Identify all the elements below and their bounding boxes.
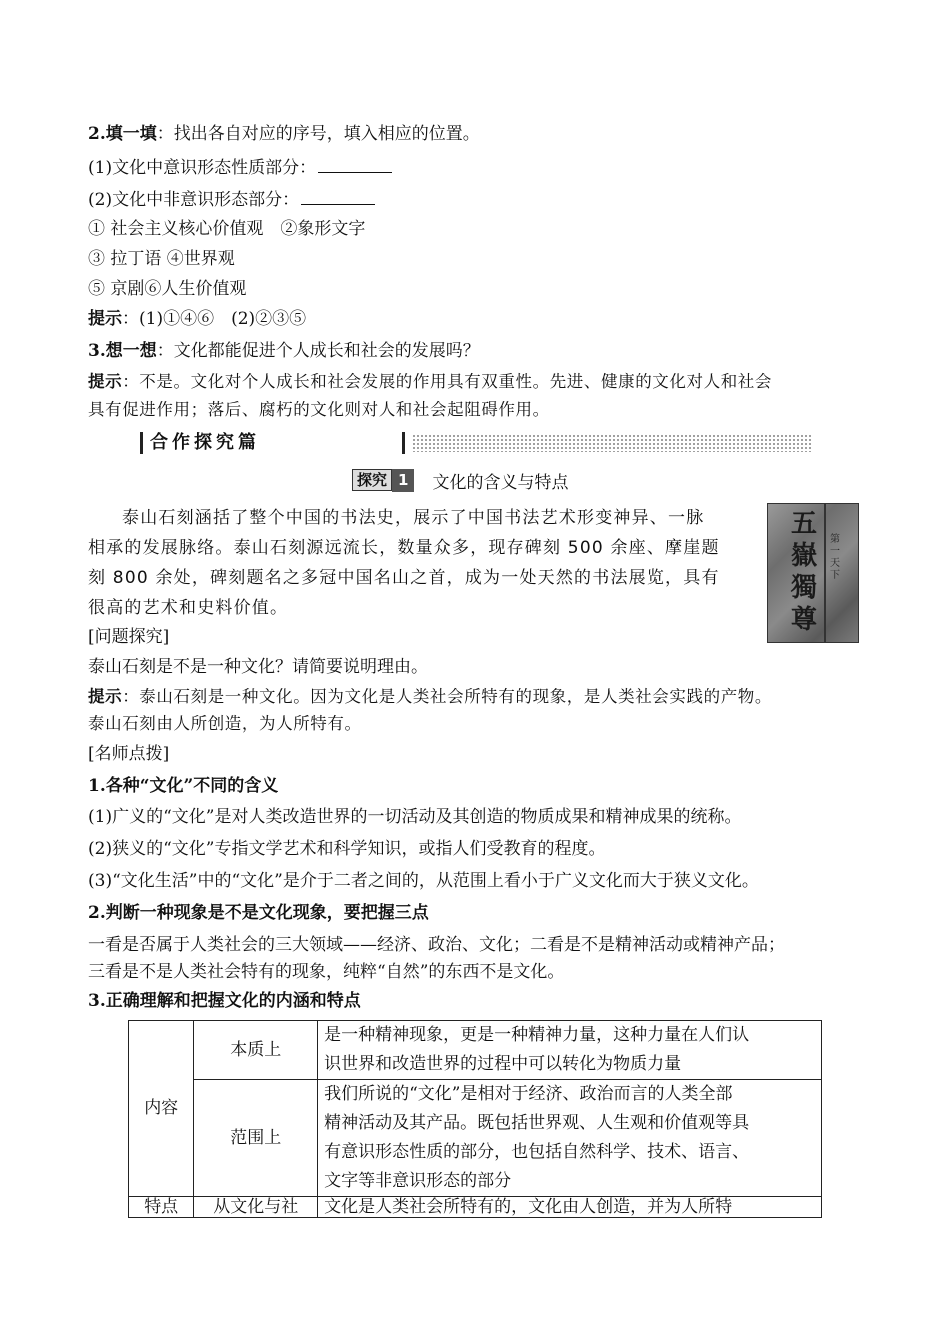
essence-line-1: 是一种精神现象，更是一种精神力量，这种力量在人们认 (324, 1025, 750, 1045)
think-hint-line-1 (88, 371, 772, 393)
feature-sub-cell (194, 1197, 318, 1218)
section-bar (140, 430, 812, 456)
teacher-tag: [名师点拨] (88, 744, 170, 764)
fill-question-1-text: (1)文化中意识形态性质部分： (88, 158, 317, 178)
fill-hint-label: 提示 (88, 309, 122, 329)
answer-blank-1[interactable] (318, 158, 392, 173)
section-title: 合作探究篇 (150, 432, 260, 453)
table-row (129, 1080, 822, 1197)
table-row (129, 1021, 822, 1080)
table-row (129, 1197, 822, 1218)
fill-heading (88, 123, 480, 145)
tanjiu-header (352, 468, 568, 492)
scope-label: 范围上 (230, 1127, 282, 1148)
teacher-para-1: (1)广义的“文化”是对人类改造世界的一切活动及其创造的物质成果和精神成果的统称。 (88, 807, 742, 827)
question-hint-line-2: 泰山石刻由人所创造，为人所特有。 (88, 714, 362, 733)
stone-inscription-small: 第一天下 (830, 534, 840, 581)
think-heading-label: 3.想一想 (88, 341, 157, 361)
essence-label-cell (194, 1021, 318, 1080)
question-text: 泰山石刻是不是一种文化？请简要说明理由。 (88, 657, 428, 677)
question-tag: [问题探究] (88, 627, 170, 647)
passage-line-2: 相承的发展脉络。泰山石刻源远流长，数量众多，现存碑刻 500 余座、摩崖题 (88, 538, 720, 558)
scope-line-1: 我们所说的“文化”是相对于经济、政治而言的人类全部 (324, 1084, 733, 1104)
content-label: 内容 (144, 1098, 179, 1118)
culture-table (128, 1020, 822, 1218)
tanjiu-number: 1 (392, 469, 414, 492)
section-bar-mark-right (402, 432, 405, 454)
tanjiu-title: 文化的含义与特点 (432, 472, 569, 493)
fill-options-1: ① 社会主义核心价值观 ②象形文字 (88, 219, 366, 239)
fill-question-2-text: (2)文化中非意识形态部分： (88, 190, 300, 210)
stone-crack (824, 504, 826, 642)
section-bar-mark-left (140, 432, 143, 454)
feature-text: 文化是人类社会所特有的，文化由人创造，并为人所特 (324, 1197, 733, 1217)
question-hint-text-1: ：泰山石刻是一种文化。因为文化是人类社会所特有的现象，是人类社会实践的产物。 (122, 687, 773, 706)
scope-line-4: 文字等非意识形态的部分 (324, 1171, 512, 1191)
feature-sub-label: 从文化与社 (213, 1197, 299, 1217)
section-bar-dots (412, 434, 812, 452)
fill-hint-text: ：(1)①④⑥ (2)②③⑤ (122, 309, 307, 329)
passage-line-4: 很高的艺术和史料价值。 (88, 598, 289, 618)
essence-text-cell (318, 1021, 822, 1080)
feature-text-cell (318, 1197, 822, 1218)
answer-blank-2[interactable] (301, 190, 375, 205)
fill-question-2 (88, 189, 375, 211)
think-heading (88, 340, 480, 362)
teacher-para-2: (2)狭义的“文化”专指文学艺术和科学知识，或指人们受教育的程度。 (88, 839, 606, 859)
question-hint-label: 提示 (88, 687, 123, 706)
scope-label-cell (194, 1080, 318, 1197)
scope-text-cell (318, 1080, 822, 1197)
taishan-stone-photo (767, 503, 859, 643)
fill-hint (88, 308, 306, 330)
feature-label-cell (129, 1197, 194, 1218)
fill-heading-label: 2.填一填 (88, 124, 157, 144)
fill-options-2: ③ 拉丁语 ④世界观 (88, 249, 235, 269)
stone-inscription-main: 五嶽獨尊 (790, 509, 817, 635)
teacher-para-5: 三看是不是人类社会特有的现象，纯粹“自然”的东西不是文化。 (88, 962, 565, 982)
content-label-cell (129, 1021, 194, 1197)
feature-label: 特点 (144, 1197, 179, 1217)
think-hint-text-1: ：不是。文化对个人成长和社会发展的作用具有双重性。先进、健康的文化对人和社会 (122, 372, 773, 391)
teacher-para-4: 一看是否属于人类社会的三大领域——经济、政治、文化；二看是不是精神活动或精神产品； (88, 935, 785, 955)
fill-question-1 (88, 157, 392, 179)
fill-heading-text: ：找出各自对应的序号，填入相应的位置。 (156, 124, 480, 144)
scope-line-3: 有意识形态性质的部分，也包括自然科学、技术、语言、 (324, 1142, 750, 1162)
think-heading-text: ：文化都能促进个人成长和社会的发展吗？ (156, 341, 480, 361)
teacher-heading-2: 2.判断一种现象是不是文化现象，要把握三点 (88, 903, 429, 923)
think-hint-label: 提示 (88, 372, 123, 391)
question-hint-line-1 (88, 686, 772, 708)
teacher-heading-3: 3.正确理解和把握文化的内涵和特点 (88, 991, 361, 1011)
passage-line-1: 泰山石刻涵括了整个中国的书法史，展示了中国书法艺术形变神异、一脉 (122, 508, 705, 528)
scope-line-2: 精神活动及其产品。既包括世界观、人生观和价值观等具 (324, 1113, 750, 1133)
passage-line-3: 刻 800 余处，碑刻题名之多冠中国名山之首，成为一处天然的书法展览，具有 (88, 568, 720, 588)
think-hint-line-2: 具有促进作用；落后、腐朽的文化则对人和社会起阻碍作用。 (88, 400, 550, 419)
fill-options-3: ⑤ 京剧⑥人生价值观 (88, 279, 247, 299)
teacher-para-3: (3)“文化生活”中的“文化”是介于二者之间的，从范围上看小于广义文化而大于狭义文化。 (88, 871, 759, 891)
essence-line-2: 识世界和改造世界的过程中可以转化为物质力量 (324, 1054, 682, 1074)
essence-label: 本质上 (230, 1039, 282, 1060)
teacher-heading-1: 1.各种“文化”不同的含义 (88, 776, 279, 796)
tanjiu-badge: 探究 (352, 469, 392, 491)
